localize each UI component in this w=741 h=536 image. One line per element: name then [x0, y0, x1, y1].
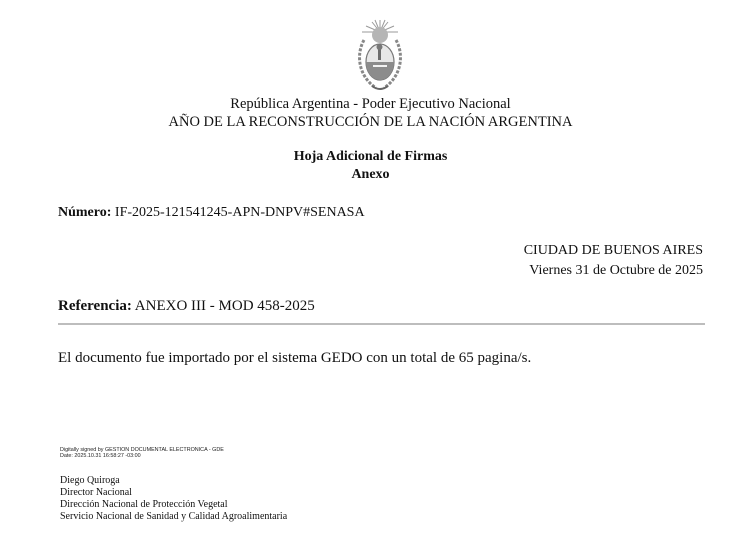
divider — [58, 323, 705, 325]
signer-agency: Servicio Nacional de Sanidad y Calidad Agroalimentaria — [60, 511, 288, 522]
document-title: Hoja Adicional de Firmas — [293, 149, 448, 164]
header-line-1: República Argentina - Poder Ejecutivo Nacional — [230, 96, 511, 112]
reference-label: Referencia: — [58, 298, 132, 314]
numero-value: IF-2025-121541245-APN-DNPV#SENASA — [114, 205, 365, 220]
reference-value: ANEXO III - MOD 458-2025 — [134, 298, 315, 314]
coat-of-arms-seal — [354, 18, 406, 94]
reference — [58, 298, 315, 315]
header-line-2: AÑO DE LA RECONSTRUCCIÓN DE LA NACIÓN ARGENTINA — [168, 114, 573, 130]
body-text: El documento fue importado por el sistema GEDO con un total de 65 pagina/s. — [58, 350, 532, 366]
signer-block — [60, 475, 287, 523]
signer-name: Diego Quiroga — [60, 475, 120, 486]
document-subtitle: Anexo — [351, 167, 390, 182]
place-city: CIUDAD DE BUENOS AIRES — [523, 243, 703, 258]
document-number — [58, 205, 365, 221]
numero-label: Número: — [58, 205, 112, 220]
place-date: Viernes 31 de Octubre de 2025 — [529, 263, 703, 278]
digital-signature-stamp — [60, 447, 224, 459]
signer-role: Director Nacional — [60, 487, 132, 498]
signature-date: Date: 2025.10.31 16:58:27 -03:00 — [60, 453, 141, 459]
signature-signed-by: Digitally signed by GESTION DOCUMENTAL ELECTRONICA - GDE — [60, 447, 224, 453]
signer-office: Dirección Nacional de Protección Vegetal — [60, 499, 228, 510]
